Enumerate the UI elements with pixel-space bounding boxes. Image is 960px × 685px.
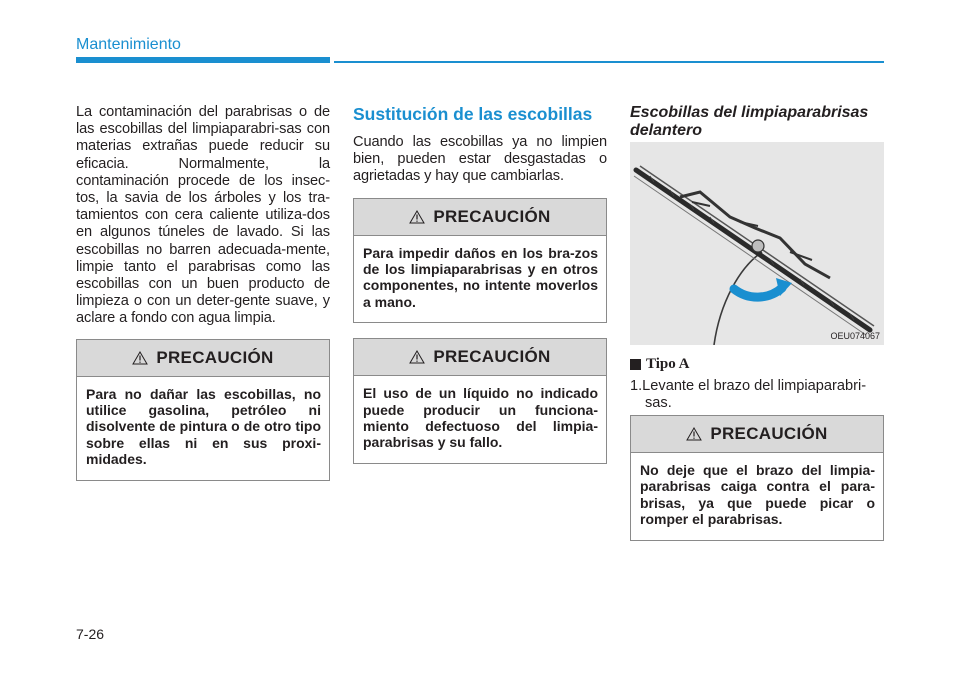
warning-icon: [409, 210, 425, 224]
warning-icon: [686, 427, 702, 441]
caution-label: PRECAUCIÓN: [156, 347, 274, 367]
caution-box-fluid: [353, 338, 607, 464]
section-title: Sustitución de las escobillas: [353, 104, 593, 124]
step-number: 1.: [630, 378, 643, 394]
square-bullet-icon: [630, 359, 641, 370]
caution-text: Para no dañar las escobillas, no utilice gasolina, petróleo ni disolvente de pintura o de otro tipo sobre ellas ni en sus proxi-midades.: [86, 385, 321, 468]
caution-label: PRECAUCIÓN: [433, 206, 551, 226]
section-header: Mantenimiento: [76, 36, 181, 53]
type-text: Tipo A: [646, 356, 690, 372]
warning-icon: [409, 350, 425, 364]
caution-text: El uso de un líquido no indicado puede producir un funciona-miento defectuoso del limpia-parabrisas y su fallo.: [363, 385, 598, 451]
caution-label: PRECAUCIÓN: [433, 347, 551, 367]
header-rule-thick: [76, 57, 330, 63]
wiper-blade-image: [630, 142, 884, 345]
caution-header: [354, 199, 606, 236]
caution-box-arms: [353, 198, 607, 324]
step-1: [630, 378, 884, 412]
column-middle: [353, 100, 607, 464]
warning-icon: [132, 351, 148, 365]
wiper-illustration: [630, 142, 884, 345]
caution-text: No deje que el brazo del limpia-parabrisas caiga contra el para-brisas, ya que puede picar o romper el parabrisas.: [640, 462, 875, 528]
caution-label: PRECAUCIÓN: [710, 424, 828, 443]
caution-box-arm-drop: [630, 415, 884, 541]
caution-text: Para impedir daños en los bra-zos de los limpiaparabrisas y en otros componentes, no intente moverlos a mano.: [363, 244, 598, 310]
column-left: [76, 100, 330, 481]
step-text: Levante el brazo del limpiaparabri-: [642, 378, 867, 394]
header-rule-thin: [334, 61, 884, 63]
step-text-cont: sas.: [645, 395, 672, 412]
column-right: [630, 100, 884, 140]
caution-header: [354, 339, 606, 376]
caution-header: [77, 340, 329, 377]
intro-paragraph: La contaminación del parabrisas o de las escobillas del limpiaparabri-sas con materias extrañas puede reducir su eficacia. Normalmente, la contaminación procede de los insec-tos, la savia de los árboles y los tra-tamientos con cera caliente utiliza-dos en algunos túneles de lavado. Si las escobillas no barren adecuada-mente, limpie tanto el parabrisas como las escobillas con un buen producto de limpieza o con un deter-gente suave, y aclare a fondo con agua limpia.: [76, 104, 330, 327]
caution-header: [631, 416, 883, 453]
subsection-title: Escobillas del limpiaparabrisas delantero: [630, 104, 869, 139]
caution-box-brushes: [76, 339, 330, 481]
type-label: [630, 356, 690, 373]
figure-code: OEU074067: [830, 331, 880, 341]
replacement-paragraph: Cuando las escobillas ya no limpien bien, pueden estar desgastadas o agrietadas y hay que cambiarlas.: [353, 134, 607, 185]
page-number: 7-26: [76, 626, 105, 642]
